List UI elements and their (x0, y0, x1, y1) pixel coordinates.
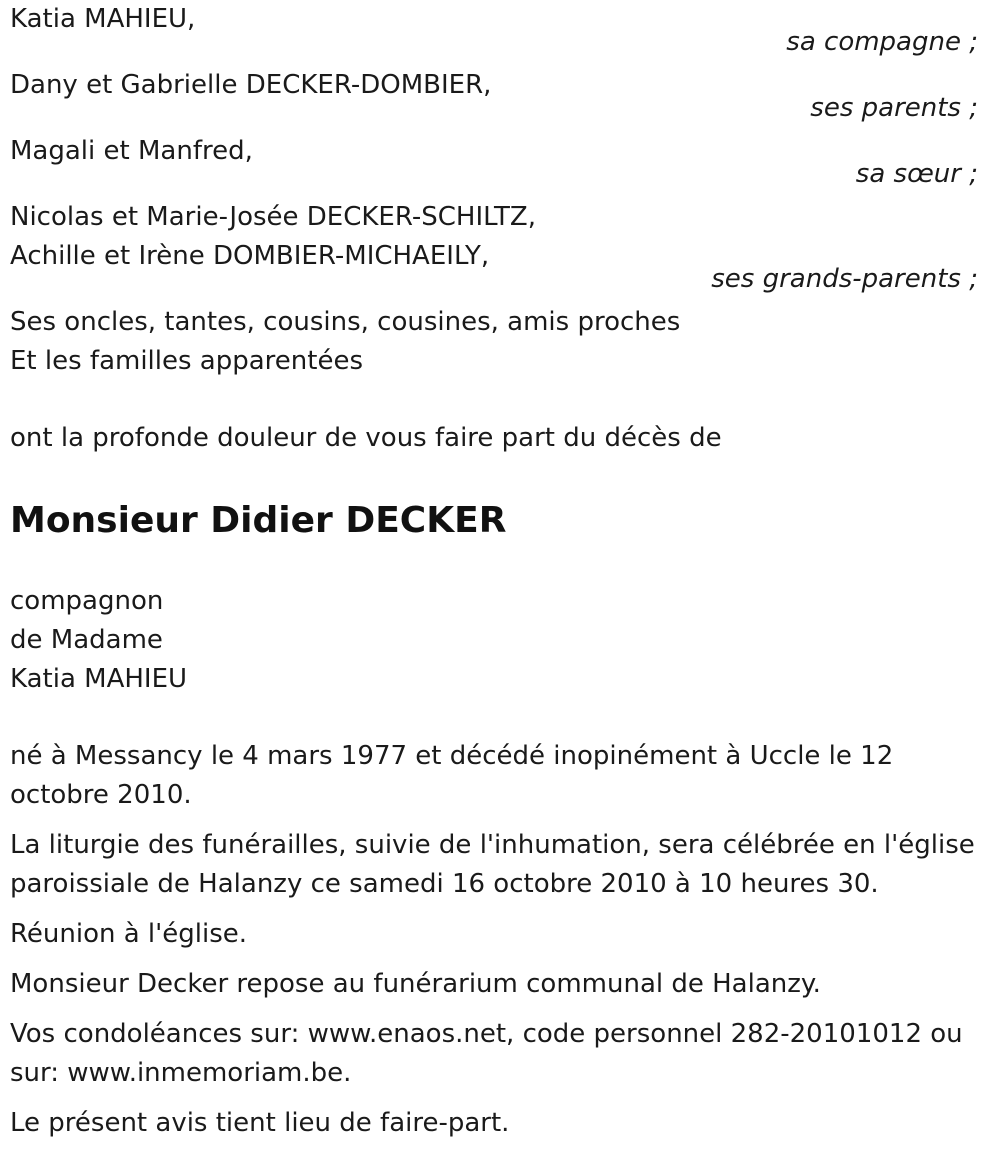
family-name-line: Katia MAHIEU, (10, 4, 196, 34)
details-block (10, 737, 978, 1143)
funerarium-paragraph: Monsieur Decker repose au funérarium communal de Halanzy. (10, 969, 821, 999)
relation-label: ses grands-parents ; (711, 264, 978, 294)
companion-line: de Madame (10, 625, 163, 655)
family-name-line: Magali et Manfred, (10, 136, 253, 166)
announcement-text: ont la profonde douleur de vous faire part du décès de (10, 423, 722, 453)
family-name-line: Dany et Gabrielle DECKER-DOMBIER, (10, 70, 492, 100)
family-group-companion (10, 0, 978, 62)
companion-line: compagnon (10, 586, 164, 616)
meeting-paragraph: Réunion à l'église. (10, 919, 248, 949)
relation-label: ses parents ; (810, 93, 978, 123)
companion-block (10, 582, 978, 699)
family-group-sister (10, 132, 978, 194)
birth-death-paragraph: né à Messancy le 4 mars 1977 et décédé inopinément à Uccle le 12 octobre 2010. (10, 741, 894, 810)
condolences-paragraph: Vos condoléances sur: www.enaos.net, code personnel 282-20101012 ou sur: www.inmemoriam.be. (10, 1019, 963, 1088)
family-group-parents (10, 66, 978, 128)
relation-label: sa sœur ; (855, 159, 978, 189)
companion-line: Katia MAHIEU (10, 664, 188, 694)
relatives-line: Et les familles apparentées (10, 346, 364, 376)
liturgy-paragraph: La liturgie des funérailles, suivie de l'inhumation, sera célébrée en l'église paroissiale de Halanzy ce samedi 16 octobre 2010 à 10 heures 30. (10, 830, 975, 899)
family-name-line: Achille et Irène DOMBIER-MICHAEILY, (10, 241, 490, 271)
other-relatives (10, 303, 978, 381)
relation-label: sa compagne ; (786, 27, 978, 57)
family-group-grandparents (10, 198, 978, 299)
deceased-name: Monsieur Didier DECKER (10, 500, 507, 541)
family-name-line: Nicolas et Marie-Josée DECKER-SCHILTZ, (10, 202, 536, 232)
closing-paragraph: Le présent avis tient lieu de faire-part. (10, 1108, 510, 1138)
relatives-line: Ses oncles, tantes, cousins, cousines, amis proches (10, 307, 681, 337)
